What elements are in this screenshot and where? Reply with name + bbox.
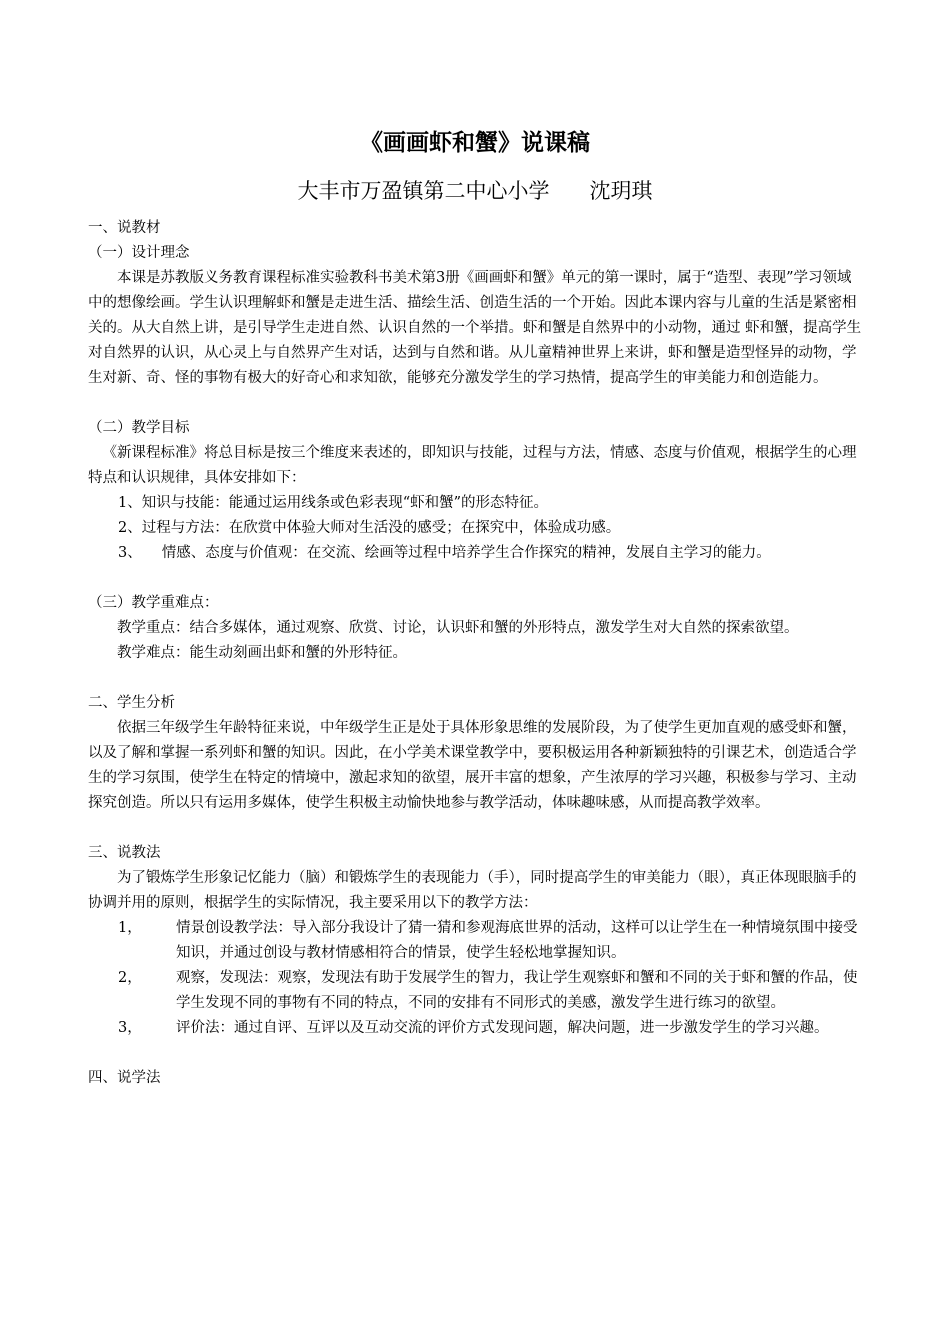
section-heading-teaching-material: 一、说教材: [88, 220, 161, 236]
section-heading-teaching-methods: 三、说教法: [88, 845, 161, 861]
difficulty-paragraph: 教学难点：能生动刻画出虾和蟹的外形特征。: [117, 645, 407, 661]
section-heading-learning-methods: 四、说学法: [88, 1070, 161, 1086]
method-item-3: [88, 1016, 863, 1041]
method-item-text: 观察，发现法：观察，发现法有助于发展学生的智力，我让学生观察虾和蟹和不同的关于虾和蟹的作品，使学生发现不同的事物有不同的特点，不同的安排有不同形式的美感，激发学生进行练习的欲望。: [176, 970, 858, 1011]
school-name: 大丰市万盈镇第二中心小学: [297, 179, 550, 203]
subsection-heading-key-points: （三）教学重难点：: [88, 595, 219, 611]
goal-item-2: 2、过程与方法：在欣赏中体验大师对生活没的感受；在探究中，体验成功感。: [118, 520, 621, 536]
document-byline: [0, 176, 950, 206]
document-title: 《画画虾和蟹》说课稿: [360, 129, 590, 156]
method-item-number: 1，: [118, 920, 142, 936]
method-item-2: [88, 966, 863, 1016]
method-item-number: 3，: [118, 1020, 142, 1036]
teaching-goals-paragraph: 《新课程标准》将总目标是按三个维度来表述的，即知识与技能，过程与方法，情感、态度与价值观，根据学生的心理特点和认识规律，具体安排如下：: [88, 445, 857, 486]
section-heading-student-analysis: 二、学生分析: [88, 695, 175, 711]
method-item-text: 情景创设教学法：导入部分我设计了猜一猜和参观海底世界的活动，这样可以让学生在一种情境氛围中接受知识，并通过创设与教材情感相符合的情景，使学生轻松地掌握知识。: [176, 920, 858, 961]
subsection-heading-teaching-goals: （二）教学目标: [88, 420, 190, 436]
method-item-number: 2，: [118, 970, 142, 986]
student-analysis-paragraph: 依据三年级学生年龄特征来说，中年级学生正是处于具体形象思维的发展阶段，为了使学生更加直观的感受虾和蟹，以及了解和掌握一系列虾和蟹的知识。因此，在小学美术课堂教学中，要积极运用各种新颖独特的引课艺术，创造适合学生的学习氛围，使学生在特定的情境中，激起求知的欲望，展开丰富的想象，产生浓厚的学习兴趣，积极参与学习、主动探究创造。所以只有运用多媒体，使学生积极主动愉快地参与教学活动，体味趣味感，从而提高教学效率。: [88, 720, 857, 811]
author-name: 沈玥琪: [589, 179, 653, 203]
document-body: [88, 216, 863, 1091]
goal-item-1: 1、知识与技能：能通过运用线条或色彩表现“虾和蟹”的形态特征。: [118, 495, 549, 511]
method-item-1: [88, 916, 863, 966]
subsection-heading-design-concept: （一）设计理念: [88, 245, 190, 261]
goal-item-3: [88, 541, 863, 566]
key-point-paragraph: 教学重点：结合多媒体，通过观察、欣赏、讨论，认识虾和蟹的外形特点，激发学生对大自然的探索欲望。: [117, 620, 799, 636]
goal-item-3-text: 情感、态度与价值观：在交流、绘画等过程中培养学生合作探究的精神，发展自主学习的能力。: [161, 545, 771, 561]
design-concept-paragraph: 本课是苏教版义务教育课程标准实验教科书美术第3册《画画虾和蟹》单元的第一课时，属于“造型、表现”学习领域中的想像绘画。学生认识理解虾和蟹是走进生活、描绘生活、创造生活的一个开始。因此本课内容与儿童的生活是紧密相关的。从大自然上讲，是引导学生走进自然、认识自然的一个举措。虾和蟹是自然界中的小动物，通过 虾和蟹，提高学生对自然界的认识，从心灵上与自然界产生对话，达到与自然和谐。从儿童精神世界上来讲，虾和蟹是造型怪异的动物，学生对新、奇、怪的事物有极大的好奇心和求知欲，能够充分激发学生的学习热情，提高学生的审美能力和创造能力。: [88, 270, 862, 386]
teaching-methods-intro: 为了锻炼学生形象记忆能力（脑）和锻炼学生的表现能力（手），同时提高学生的审美能力（眼），真正体现眼脑手的协调并用的原则，根据学生的实际情况，我主要采用以下的教学方法：: [88, 870, 857, 911]
goal-item-3-number: 3、: [118, 545, 142, 561]
method-item-text: 评价法：通过自评、互评以及互动交流的评价方式发现问题，解决问题，进一步激发学生的学习兴趣。: [176, 1020, 829, 1036]
